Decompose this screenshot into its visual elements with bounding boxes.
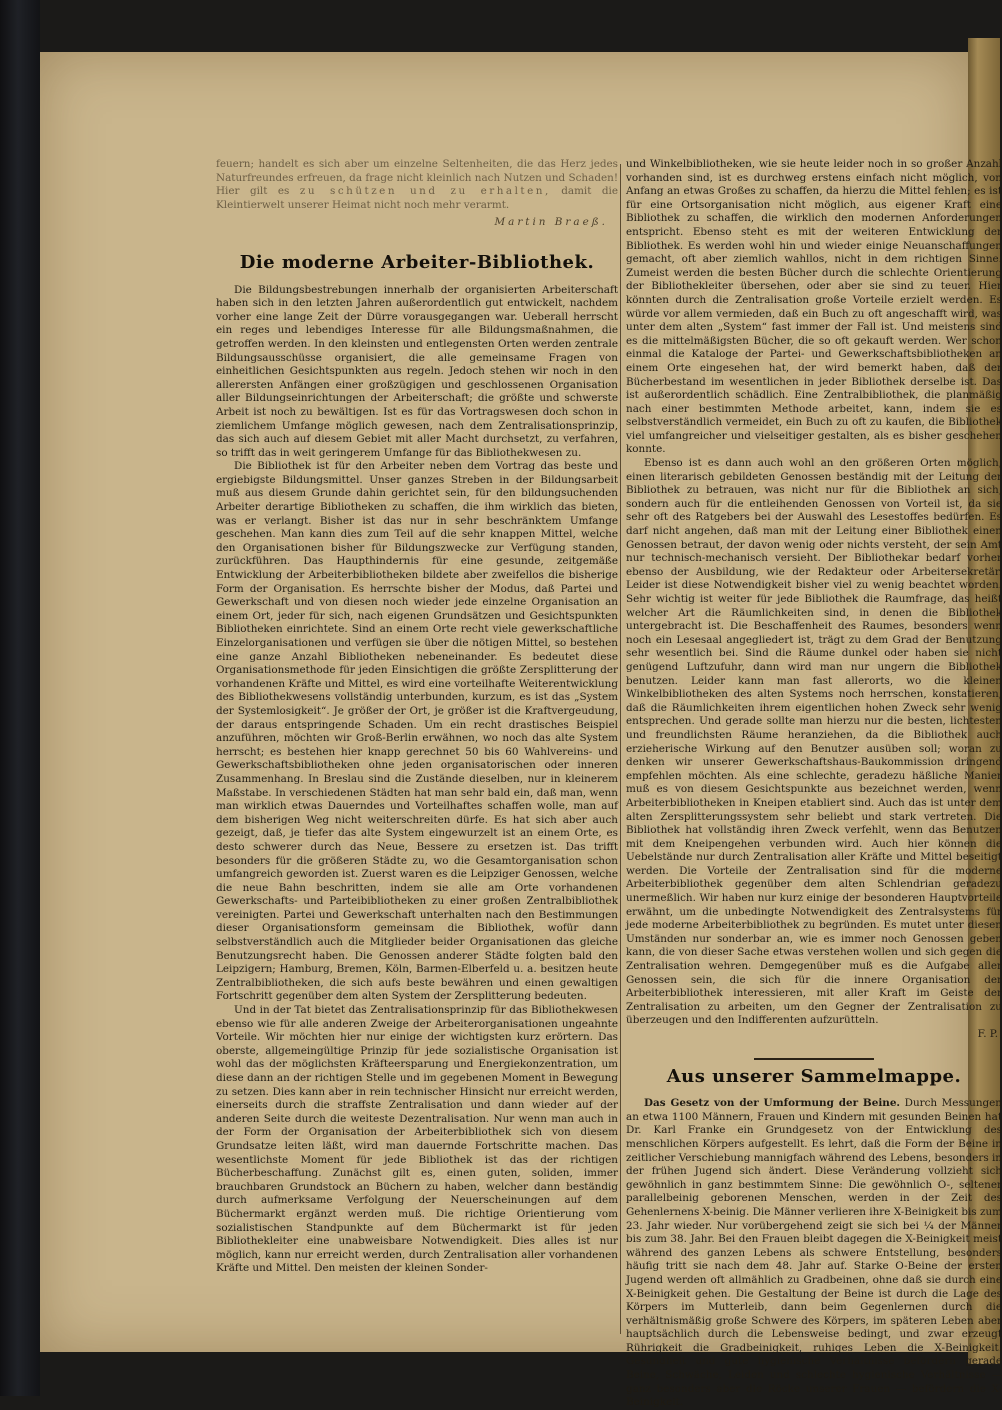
author-signature: Martin Braeß. [494, 216, 608, 229]
article-paragraph: Ebenso ist es dann auch wohl an den größeren Orten möglich, einen literarisch gebildeten Genossen beständig mit der Leitung der Bibliothek zu betrauen, was nicht nur für die Bibliothek an sich, sondern auch für die entleihenden Genossen von Vorteil ist, da sie sehr oft des Ratgebers bei der Auswahl des Lesestoffes bedürfen. Es darf nicht angehen, daß man mit der Leitung einer Bibliothek einen Genossen betraut, der davon wenig oder nichts versteht, der sein Amt nur technisch-mechanisch versieht. Der Bibliothekar bedarf vorher ebenso der Ausbildung, wie der Redakteur oder Arbeitersekretär. Leider ist diese Notwendigkeit bisher viel zu wenig beachtet worden. Sehr wichtig ist weiter für jede Bibliothek die Raumfrage, das heißt welcher Art die Räumlichkeiten sind, in denen die Bibliothek untergebracht ist. Die Beschaffenheit des Raumes, besonders wenn noch ein Lesesaal angegliedert ist, trägt zu dem Grad der Benutzung sehr wesentlich bei. Sind die Räume dunkel oder haben sie nicht genügend Luftzufuhr, dann wird man nur ungern die Bibliothek benutzen. Leider kann man fast allerorts, wo die kleinen Winkelbibliotheken des alten Systems noch herrschen, konstatieren, daß die Räumlichkeiten ihrem eigentlichen hohen Zweck sehr wenig entsprechen. Und gerade sollte man hierzu nur die besten, lichtesten und freundlichsten Räume heranziehen, da die Bibliothek auch erzieherische Wirkung auf den Benutzer ausüben soll; woran zu denken wir unserer Gewerkschaftshaus-Baukommission dringend empfehlen möchten. Als eine schlechte, geradezu häßliche Manier muß es von diesem Gesichtspunkte aus bezeichnet werden, wenn Arbeiterbibliotheken in Kneipen etabliert sind. Auch das ist unter dem alten Zersplitterungssystem sehr beliebt und stark vertreten. Die Bibliothek hat vollständig ihren Zweck verfehlt, wenn das Benutzen mit dem Kneipengehen verbunden wird. Auch hier können die Uebelstände nur durch Zentralisation aller Kräfte und Mittel beseitigt werden. Die Vorteile der Zentralisation sind für die moderne Arbeiterbibliothek gegenüber dem alten Schlendrian geradezu unermeßlich. Wir haben nur kurz einige der besonderen Hauptvorteile erwähnt, um die unbedingte Notwendigkeit des Zentralsystems für jede moderne Arbeiterbibliothek zu begründen. Es mutet unter diesen Umständen nur sonderbar an, wie es immer noch Genossen geben kann, die von dieser Sache etwas verstehen wollen und sich gegen die Zentralisation wehren. Demgegenüber muß es die Aufgabe aller Genossen sein, die sich für die innere Organisation der Arbeiterbibliothek interessieren, mit aller Kraft im Geiste der Zentralisation zu arbeiten, um den Gegner der Zentralisation zu überzeugen und den Indifferenten aufzurütteln. [626, 457, 1002, 1027]
right-column [626, 158, 1002, 1409]
section-rule [754, 1058, 874, 1060]
newspaper-page [40, 52, 1002, 1409]
left-column [216, 158, 618, 1298]
author-initials: F. P. [977, 1028, 998, 1040]
intro-paragraph: feuern; handelt es sich aber um einzelne Seltenheiten, die das Herz jedes Naturfreundes erfreuen, da frage nicht kleinlich nach Nutzen und Schaden! Hier gilt es zu schützen und zu erhalten, damit die Kleintierwelt unserer Heimat nicht noch mehr verarmt. [216, 158, 619, 211]
article-lead: Das Gesetz von der Umformung der Beine. [644, 1097, 901, 1110]
column-divider [620, 164, 621, 1334]
emphasized-phrase: zu schützen und zu erhalten, [299, 185, 551, 198]
article-paragraph: Die Bibliothek ist für den Arbeiter neben dem Vortrag das beste und ergiebigste Bildungsmittel. Unser ganzes Streben in der Bildungsarbeit muß aus diesem Grunde dahin gerichtet sein, für den bildungsuchenden Arbeiter derartige Bibliotheken zu schaffen, die ihm wirklich das bieten, was er verlangt. Bisher ist das nur in sehr beschränktem Umfange geschehen. Man kann dies zum Teil auf die sehr knappen Mittel, welche den Organisationen bisher für Bildungszwecke zur Verfügung standen, zurückführen. Das Haupthindernis für eine gesunde, zeitgemäße Entwicklung der Arbeiterbibliotheken bildete aber zweifellos die bisherige Form der Organisation. Es herrschte bisher der Modus, daß Partei und Gewerkschaft und von diesen noch wieder jede einzelne Organisation an einem Ort, jeder für sich, nach eigenen Grundsätzen und Gesichtspunkten Bibliotheken einrichtete. Sind an einem Orte recht viele gewerkschaftliche Einzelorganisationen und verfügen sie über die nötigen Mittel, so bestehen eine ganze Anzahl Bibliotheken nebeneinander. Es bedeutet diese Organisationsmethode für jeden Einsichtigen die größte Zersplitterung der vorhandenen Kräfte und Mittel, es wird eine vorteilhafte Weiterentwicklung des Bibliothekwesens vollständig unterbunden, kurzum, es ist das „System der Systemlosigkeit“. Je größer der Ort, je größer ist die Kraftvergeudung, der daraus entspringende Schaden. Um ein recht drastisches Beispiel anzuführen, möchten wir Groß-Berlin erwähnen, wo noch das alte System herrscht; es bestehen hier knapp gerechnet 50 bis 60 Wahlvereins- und Gewerkschaftsbibliotheken ohne jeden organisatorischen oder inneren Zusammenhang. In Breslau sind die Zustände dieselben, nur in kleinerem Maßstabe. In verschiedenen Städten hat man sehr bald ein, daß man, wenn man wirklich etwas Dauerndes und Vorteilhaftes schaffen wolle, man auf dem bisherigen Weg nicht weiterschreiten dürfe. Es hat sich aber auch gezeigt, daß, je tiefer das alte System eingewurzelt ist an einem Orte, es desto schwerer durch das Neue, Bessere zu ersetzen ist. Das trifft besonders für die größeren Städte zu, wo die Gesamtorganisation schon umfangreich geworden ist. Zuerst waren es die Leipziger Genossen, welche die neue Bahn beschritten, indem sie alle am Orte vorhandenen Gewerkschafts- und Parteibibliotheken zu einer großen Zentralbibliothek vereinigten. Partei und Gewerkschaft unterhalten nach den Bestimmungen dieser Organisationsform gemeinsam die Bibliothek, wofür dann selbstverständlich auch die Mitglieder beider Organisationen das gleiche Benutzungsrecht haben. Die Genossen anderer Städte folgten bald den Leipzigern; Hamburg, Bremen, Köln, Barmen-Elberfeld u. a. besitzen heute Zentralbibliotheken, die sich aufs beste bewähren und einen gewaltigen Fortschritt gegenüber dem alten System der Zersplitterung bedeuten. [216, 460, 618, 1003]
article-paragraph: Und in der Tat bietet das Zentralisationsprinzip für das Bibliothekwesen ebenso wie für alle anderen Zweige der Arbeiterorganisationen ungeahnte Vorteile. Wir möchten hier nur einige der wichtigsten kurz erörtern. Das oberste, allgemeingültige Prinzip für jede sozialistische Organisation ist wohl das der möglichsten Kräfteersparung und Energiekonzentration, um diese dann an der richtigen Stelle und im gegebenen Moment in Bewegung zu setzen. Dies kann aber in rein technischer Hinsicht nur erreicht werden, einerseits durch die straffste Zentralisation und dann wieder auf der anderen Seite durch die weiteste Dezentralisation. Nur wenn man auch in der Form der Organisation der Arbeiterbibliothek sich von diesem Grundsatze leiten läßt, wird man dauernde Fortschritte machen. Das wesentlichste Moment für jede Bibliothek ist das der richtigen Bücherbeschaffung. Zunächst gilt es, einen guten, soliden, immer brauchbaren Grundstock an Büchern zu haben, welcher dann beständig durch aufmerksame Verfolgung der Neuerscheinungen auf dem Büchermarkt ergänzt werden muß. Die richtige Orientierung vom sozialistischen Standpunkte auf dem Büchermarkt ist für jeden Bibliothekleiter eine unabweisbare Notwendigkeit. Dies alles ist nur möglich, kann nur erreicht werden, durch Zentralisation aller vorhandenen Kräfte und Mittel. Den meisten der kleinen Sonder- [216, 1004, 618, 1275]
section-heading-collection: Aus unserer Sammelmappe. [666, 1065, 962, 1087]
article-paragraph: Das Gesetz von der Umformung der Beine. Durch Messungen an etwa 1100 Männern, Frauen und Kindern mit gesunden Beinen hat Dr. Karl Franke ein Grundgesetz von der Entwicklung des menschlichen Körpers aufgestellt. Es lehrt, daß die Form der Beine in zeitlicher Verschiebung mannigfach während des Lebens, besonders in der frühen Jugend sich ändert. Diese Veränderung vollzieht sich gewöhnlich in ganz bestimmtem Sinne: Die gewöhnlich O-, seltener parallelbeinig geborenen Menschen, werden in der Zeit des Gehenlernens X-beinig. Die Männer verlieren ihre X-Beinigkeit bis zum 23. Jahr wieder. Nur vorübergehend zeigt sie sich bei ¼ der Männer bis zum 38. Jahr. Bei den Frauen bleibt dagegen die X-Beinigkeit meist während des ganzen Lebens als schwere Entstellung, besonders häufig tritt sie nach dem 48. Jahr auf. Starke O-Beine der ersten Jugend werden oft allmählich zu Gradbeinen, ohne daß sie durch eine X-Beinigkeit gehen. Die Gestaltung der Beine ist durch die Lage des Körpers im Mutterleib, dann beim Gegenlernen durch die verhältnismäßig große Schwere des Körpers, im späteren Leben aber hauptsächlich durch die Lebensweise bedingt, und zwar erzeugt Rührigkeit die Gradbeinigkeit, ruhiges Leben die X-Beinigkeit. Gesundheit und gute hygienische Verhältnisse befördern gerade Beine, Schwäche, Leiden und schlechte hygienische Verhältnisse — ganz besonders aber die Röcke unserer Frauen — befördern die X-Beinigkeit. [626, 1097, 1002, 1409]
book-binding [0, 0, 40, 1396]
article-paragraph: und Winkelbibliotheken, wie sie heute leider noch in so großer Anzahl vorhanden sind, ist es durchweg erstens einfach nicht möglich, von Anfang an etwas Großes zu schaffen, da hierzu die Mittel fehlen; es ist für eine Ortsorganisation nicht möglich, aus eigener Kraft eine Bibliothek zu schaffen, die wirklich den modernen Anforderungen entspricht. Ebenso steht es mit der weiteren Entwicklung der Bibliothek. Es werden wohl hin und wieder einige Neuanschaffungen gemacht, oft aber ziemlich wahllos, nicht in dem richtigen Sinne. Zumeist werden die besten Bücher durch die schlechte Orientierung der Bibliothekleiter übersehen, oder aber sie sind zu teuer. Hier könnten durch die Zentralisation große Vorteile erzielt werden. Es würde vor allem vermieden, daß ein Buch zu oft angeschafft wird, was unter dem alten „System“ fast immer der Fall ist. Und meistens sind es die mittelmäßigsten Bücher, die so oft gekauft werden. Wer schon einmal die Kataloge der Partei- und Gewerkschaftsbibliotheken an einem Orte eingesehen hat, der wird bemerkt haben, daß der Bücherbestand im wesentlichen in jeder Bibliothek derselbe ist. Das ist außerordentlich schädlich. Eine Zentralbibliothek, die planmäßig nach einer bestimmten Methode arbeitet, kann, indem sie es selbstverständlich vermeidet, ein Buch zu oft zu kaufen, die Bibliothek viel umfangreicher und vielseitiger gestalten, als es bisher geschehen konnte. [626, 158, 1002, 456]
article-paragraph: Die Bildungsbestrebungen innerhalb der organisierten Arbeiterschaft haben sich in den letzten Jahren außerordentlich gut entwickelt, nachdem vorher eine lange Zeit der Dürre vorausgegangen war. Ueberall herrscht ein reges und lebendiges Interesse für alle Bildungsmaßnahmen, die getroffen werden. In den kleinsten und entlegensten Orten werden zentrale Bildungsausschüsse organisiert, die alle gemeinsame Fragen von einheitlichen Gesichtspunkten aus regeln. Jedoch stehen wir noch in den allerersten Anfängen einer großzügigen und geschlossenen Organisation aller Bildungseinrichtungen der Arbeiterschaft; die größte und schwerste Arbeit ist noch zu bewältigen. Ist es für das Vortragswesen doch schon in ziemlichem Umfange möglich gewesen, nach dem Zentralisationsprinzip, das sich auch auf diesem Gebiet mit aller Macht durchsetzt, zu verfahren, so trifft das in weit geringerem Umfange für das Bibliothekwesen zu. [216, 283, 618, 459]
article-heading-library: Die moderne Arbeiter-Bibliothek. [239, 251, 595, 273]
